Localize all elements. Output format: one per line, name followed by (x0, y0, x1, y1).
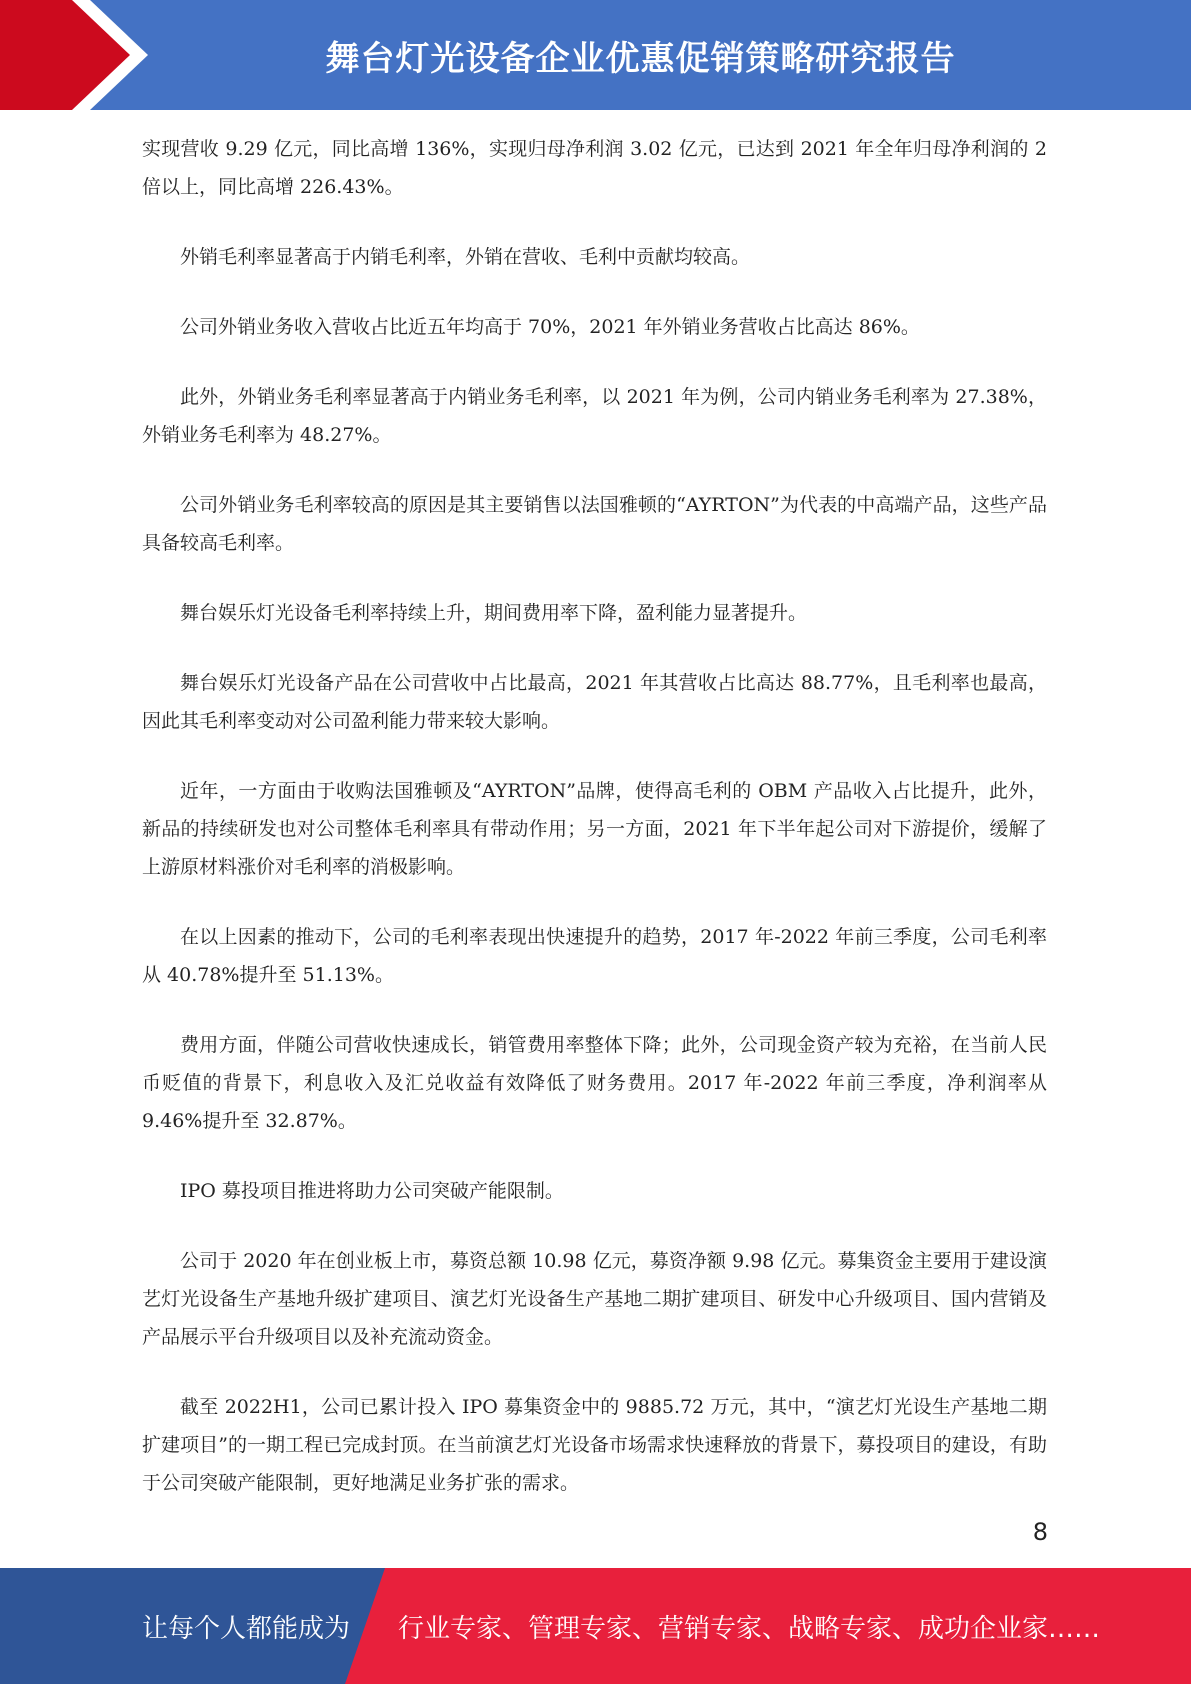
paragraph-3: 公司外销业务收入营收占比近五年均高于 70%，2021 年外销业务营收占比高达 86%。 (180, 316, 920, 338)
paragraph-9: 在以上因素的推动下，公司的毛利率表现出快速提升的趋势，2017 年-2022 年前三季度，公司毛利率从 40.78%提升至 51.13%。 (142, 926, 1047, 986)
paragraph-2: 外销毛利率显著高于内销毛利率，外销在营收、毛利中贡献均较高。 (180, 246, 751, 268)
paragraph-8: 近年，一方面由于收购法国雅顿及“AYRTON”品牌，使得高毛利的 OBM 产品收入占比提升，此外，新品的持续研发也对公司整体毛利率具有带动作用；另一方面，2021 年下半年起公司对下游提价，缓解了上游原材料涨价对毛利率的消极影响。 (142, 780, 1047, 878)
paragraph-5: 公司外销业务毛利率较高的原因是其主要销售以法国雅顿的“AYRTON”为代表的中高端产品，这些产品具备较高毛利率。 (142, 494, 1047, 554)
page-header (0, 0, 1191, 110)
header-chevron-decoration (0, 0, 160, 110)
paragraph-12: 公司于 2020 年在创业板上市，募资总额 10.98 亿元，募资净额 9.98 亿元。募集资金主要用于建设演艺灯光设备生产基地升级扩建项目、演艺灯光设备生产基地二期扩建项目、研发中心升级项目、国内营销及产品展示平台升级项目以及补充流动资金。 (142, 1250, 1047, 1348)
paragraph-10: 费用方面，伴随公司营收快速成长，销管费用率整体下降；此外，公司现金资产较为充裕，在当前人民币贬值的背景下，利息收入及汇兑收益有效降低了财务费用。2017 年-2022 年前三季度，净利润率从 9.46%提升至 32.87%。 (142, 1034, 1047, 1132)
paragraph-11: IPO 募投项目推进将助力公司突破产能限制。 (180, 1180, 564, 1202)
paragraph-1: 实现营收 9.29 亿元，同比高增 136%，实现归母净利润 3.02 亿元，已达到 2021 年全年归母净利润的 2 倍以上，同比高增 226.43%。 (142, 138, 1047, 198)
footer-slogan-left: 让每个人都能成为 (142, 1613, 351, 1644)
body-content (142, 130, 1047, 1534)
paragraph-7: 舞台娱乐灯光设备产品在公司营收中占比最高，2021 年其营收占比高达 88.77%，且毛利率也最高，因此其毛利率变动对公司盈利能力带来较大影响。 (142, 672, 1047, 732)
paragraph-13: 截至 2022H1，公司已累计投入 IPO 募集资金中的 9885.72 万元，其中，“演艺灯光设生产基地二期扩建项目”的一期工程已完成封顶。在当前演艺灯光设备市场需求快速释放的背景下，募投项目的建设，有助于公司突破产能限制，更好地满足业务扩张的需求。 (142, 1396, 1047, 1494)
footer-slogan-right: 行业专家、管理专家、营销专家、战略专家、成功企业家…… (398, 1613, 1101, 1644)
paragraph-6: 舞台娱乐灯光设备毛利率持续上升，期间费用率下降，盈利能力显著提升。 (180, 602, 808, 624)
page-footer (0, 1568, 1191, 1684)
paragraph-4: 此外，外销业务毛利率显著高于内销业务毛利率，以 2021 年为例，公司内销业务毛利率为 27.38%，外销业务毛利率为 48.27%。 (142, 386, 1047, 446)
report-title: 舞台灯光设备企业优惠促销策略研究报告 (325, 38, 956, 79)
page-number: 8 (1032, 1518, 1048, 1546)
